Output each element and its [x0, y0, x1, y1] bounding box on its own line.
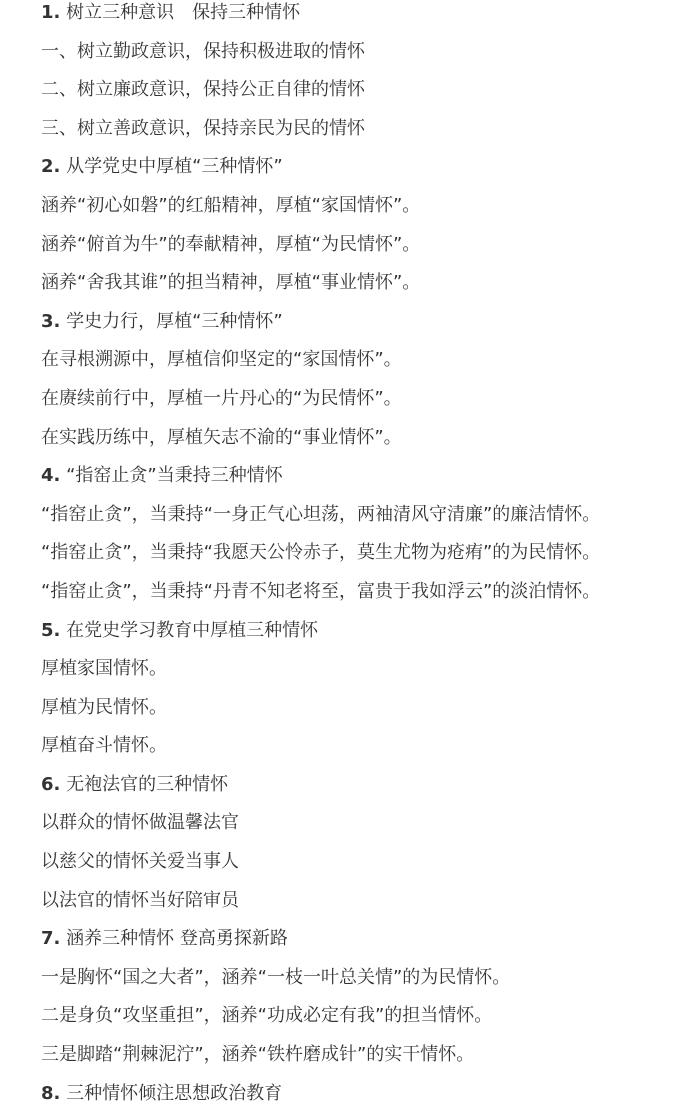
section-number: 6.	[41, 773, 61, 795]
list-item: “指窑止贪”，当秉持“一身正气心坦荡，两袖清风守清廉”的廉洁情怀。	[41, 503, 601, 525]
list-item: 以慈父的情怀关爱当事人	[41, 851, 239, 873]
section-title: 从学党史中厚植“三种情怀”	[66, 156, 283, 178]
list-item: 涵养“舍我其谁”的担当精神，厚植“事业情怀”。	[41, 272, 421, 294]
list-item: “指窑止贪”，当秉持“丹青不知老将至，富贵于我如浮云”的淡泊情怀。	[41, 580, 601, 602]
section-title: 无袍法官的三种情怀	[66, 773, 229, 795]
section-title: 学史力行，厚植“三种情怀”	[66, 310, 283, 332]
list-item: 以法官的情怀当好陪审员	[41, 889, 239, 911]
section-heading	[41, 925, 693, 964]
list-item: 厚植家国情怀。	[41, 658, 167, 680]
document-body	[41, 0, 693, 1118]
section-heading	[41, 462, 693, 501]
section-heading	[41, 0, 693, 38]
list-item: 一、树立勤政意识，保持积极进取的情怀	[41, 40, 365, 62]
list-item: 厚植奋斗情怀。	[41, 735, 167, 757]
list-item: 在寻根溯源中，厚植信仰坚定的“家国情怀”。	[41, 349, 402, 371]
section-number: 7.	[41, 928, 61, 950]
list-item: 在赓续前行中，厚植一片丹心的“为民情怀”。	[41, 387, 402, 409]
list-item: 二是身负“攻坚重担”，涵养“功成必定有我”的担当情怀。	[41, 1005, 493, 1027]
list-item: 三、树立善政意识，保持亲民为民的情怀	[41, 117, 365, 139]
list-item: 涵养“俯首为牛”的奉献精神，厚植“为民情怀”。	[41, 233, 421, 255]
list-item: 一是胸怀“国之大者”，涵养“一枝一叶总关情”的为民情怀。	[41, 966, 511, 988]
section-number: 3.	[41, 310, 61, 332]
section-title: 在党史学习教育中厚植三种情怀	[66, 619, 319, 641]
section-number: 4.	[41, 465, 61, 487]
list-item: 以群众的情怀做温馨法官	[41, 812, 239, 834]
list-item: 三是脚踏“荆棘泥泞”，涵养“铁杵磨成针”的实干情怀。	[41, 1044, 475, 1066]
section-heading	[41, 617, 693, 656]
section-title: 三种情怀倾注思想政治教育	[66, 1082, 283, 1104]
section-heading	[41, 308, 693, 347]
list-item: “指窑止贪”，当秉持“我愿天公怜赤子，莫生尤物为疮痏”的为民情怀。	[41, 542, 601, 564]
section-number: 5.	[41, 619, 61, 641]
list-item: 在实践历练中，厚植矢志不渝的“事业情怀”。	[41, 426, 402, 448]
list-item: 涵养“初心如磐”的红船精神，厚植“家国情怀”。	[41, 194, 421, 216]
section-heading	[41, 153, 693, 192]
section-heading	[41, 1080, 693, 1118]
section-title: “指窑止贪”当秉持三种情怀	[66, 465, 283, 487]
section-title: 涵养三种情怀 登高勇探新路	[66, 928, 288, 950]
section-heading	[41, 771, 693, 810]
list-item: 二、树立廉政意识，保持公正自律的情怀	[41, 79, 365, 101]
section-title: 树立三种意识 保持三种情怀	[66, 2, 301, 23]
section-number: 2.	[41, 156, 61, 178]
section-number: 1.	[41, 2, 61, 23]
section-number: 8.	[41, 1082, 61, 1104]
list-item: 厚植为民情怀。	[41, 696, 167, 718]
